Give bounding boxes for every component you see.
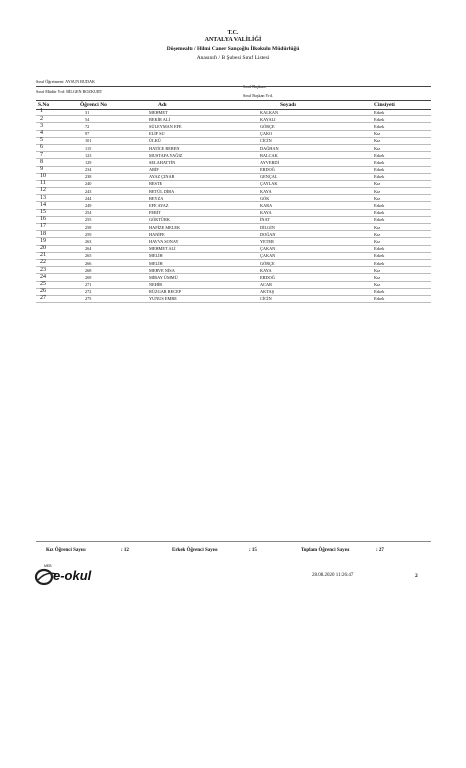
- row-gender: Kız: [374, 131, 381, 137]
- row-sno: 19: [40, 237, 46, 244]
- page-number: 2: [415, 573, 418, 579]
- row-sno: 23: [40, 266, 46, 273]
- row-student-no: 54: [85, 116, 90, 122]
- row-sno: 7: [40, 151, 43, 158]
- row-gender: Kız: [374, 195, 381, 201]
- row-student-no: 272: [85, 289, 92, 295]
- row-student-no: 259: [85, 231, 92, 237]
- row-gender: Erkek: [374, 203, 385, 209]
- row-name: MEHMET ALİ: [149, 246, 176, 252]
- row-surname: GENÇAL: [260, 174, 278, 180]
- table-row: [36, 267, 431, 274]
- row-name: RÜZGAR RECEP: [149, 289, 182, 295]
- row-gender: Kız: [374, 145, 381, 151]
- row-student-no: 268: [85, 267, 92, 273]
- row-name: HATİCE BEREN: [149, 145, 180, 151]
- row-name: HAVVA SONAY: [149, 238, 179, 244]
- row-student-no: 269: [85, 274, 92, 280]
- table-row: [36, 231, 431, 238]
- row-surname: YETER: [260, 238, 274, 244]
- row-student-no: 249: [85, 203, 92, 209]
- table-row: [36, 116, 431, 123]
- row-student-no: 266: [85, 260, 92, 266]
- row-sno: 6: [40, 144, 43, 151]
- row-surname: BALCAK: [260, 152, 278, 158]
- table-row: [36, 109, 431, 116]
- row-surname: CİCİN: [260, 138, 272, 144]
- row-surname: KARA: [260, 203, 273, 209]
- row-gender: Erkek: [374, 260, 385, 266]
- header-tc: T.C.: [227, 30, 239, 36]
- row-name: HANİFE: [149, 231, 165, 237]
- row-student-no: 238: [85, 174, 92, 180]
- row-surname: AKTAŞ: [260, 289, 274, 295]
- row-student-no: 123: [85, 152, 92, 158]
- row-sno: 8: [40, 158, 43, 165]
- row-gender: Kız: [374, 181, 381, 187]
- row-surname: ÇAKO: [260, 131, 273, 137]
- row-name: YUNUS EMRE: [149, 296, 177, 302]
- header-class-list: Anasınıfı / B Şubesi Sınıf Listesi: [196, 55, 270, 61]
- header-school: Döşemealtı / Hilmi Caner Sançoğlu İlkokulu Müdürlüğü: [166, 46, 300, 52]
- row-surname: GÖRÇE: [260, 123, 275, 129]
- table-row: [36, 274, 431, 281]
- table-row: [36, 238, 431, 245]
- table-row: [36, 202, 431, 209]
- print-timestamp: 28.08.2020 11:26:47: [312, 573, 354, 578]
- row-gender: Erkek: [374, 210, 385, 216]
- row-student-no: 101: [85, 138, 92, 144]
- row-surname: KAYA: [260, 210, 272, 216]
- row-gender: Kız: [374, 238, 381, 244]
- table-row: [36, 145, 431, 152]
- total-count-label: Toplam Öğrenci Sayısı: [301, 548, 350, 553]
- divider: [36, 541, 431, 542]
- row-name: ARİF: [149, 167, 159, 173]
- total-count: : 27: [376, 548, 384, 553]
- row-sno: 11: [40, 180, 46, 187]
- row-gender: Erkek: [374, 109, 385, 115]
- row-surname: DİLGİN: [260, 224, 275, 230]
- row-surname: KALKAN: [260, 109, 279, 115]
- row-gender: Erkek: [374, 152, 385, 158]
- row-gender: Kız: [374, 231, 381, 237]
- table-header: [36, 101, 431, 109]
- row-sno: 13: [40, 194, 46, 201]
- row-sno: 12: [40, 187, 46, 194]
- row-sno: 21: [40, 252, 46, 259]
- row-surname: DOĞAN: [260, 231, 276, 237]
- table-row: [36, 260, 431, 267]
- row-surname: KAYA: [260, 188, 272, 194]
- header-valilik: ANTALYA VALİLİĞİ: [204, 37, 262, 43]
- row-gender: Kız: [374, 188, 381, 194]
- row-name: MELİH: [149, 260, 163, 266]
- row-student-no: 31: [85, 109, 90, 115]
- row-name: EFE AYAZ: [149, 203, 169, 209]
- row-student-no: 265: [85, 253, 92, 259]
- row-student-no: 258: [85, 224, 92, 230]
- row-name: GÖKTÜRK: [149, 217, 171, 223]
- row-student-no: 263: [85, 238, 92, 244]
- row-name: SÜLEYMAN EFE: [149, 123, 182, 129]
- col-gender: Cinsiyeti: [374, 102, 395, 108]
- table-row: [36, 217, 431, 224]
- row-student-no: 243: [85, 188, 92, 194]
- row-name: NEHİR: [149, 282, 163, 288]
- col-name: Adı: [158, 102, 167, 108]
- row-sno: 3: [40, 122, 43, 129]
- row-gender: Erkek: [374, 296, 385, 302]
- row-name: ELİF SU: [149, 131, 165, 137]
- row-sno: 16: [40, 216, 46, 223]
- row-gender: Kız: [374, 138, 381, 144]
- row-sno: 18: [40, 230, 46, 237]
- eokul-logo: [34, 565, 104, 587]
- meta-class-vice-president: Sınıf Başkan Yrd.: [243, 93, 273, 98]
- row-surname: ERDOĞ: [260, 274, 275, 280]
- boys-count-label: Erkek Öğrenci Sayısı: [172, 548, 218, 553]
- meta-class-president: Sınıf Başkanı: [243, 84, 266, 89]
- col-student-no: Öğrenci No: [80, 102, 107, 108]
- row-student-no: 129: [85, 159, 92, 165]
- row-sno: 17: [40, 223, 46, 230]
- row-gender: Kız: [374, 224, 381, 230]
- table-row: [36, 296, 431, 303]
- table-row: [36, 174, 431, 181]
- row-student-no: 275: [85, 296, 92, 302]
- row-name: SELAHATTİN: [149, 159, 176, 165]
- row-sno: 1: [40, 108, 43, 115]
- row-name: FERİT: [149, 210, 161, 216]
- row-sno: 9: [40, 165, 43, 172]
- row-student-no: 97: [85, 131, 90, 137]
- row-surname: GÖK: [260, 195, 270, 201]
- row-surname: ERDOĞ: [260, 167, 275, 173]
- row-gender: Erkek: [374, 217, 385, 223]
- row-name: MİRAY ÜMMÜ: [149, 274, 178, 280]
- row-name: HAFİZE MELEK: [149, 224, 181, 230]
- table-row: [36, 138, 431, 145]
- row-gender: Erkek: [374, 289, 385, 295]
- row-sno: 4: [40, 129, 43, 136]
- row-name: MELİH: [149, 253, 163, 259]
- row-name: BESTE: [149, 181, 163, 187]
- row-sno: 14: [40, 201, 46, 208]
- row-surname: CİCİN: [260, 296, 272, 302]
- row-gender: Erkek: [374, 123, 385, 129]
- table-row: [36, 224, 431, 231]
- row-surname: KAYA: [260, 267, 272, 273]
- row-sno: 25: [40, 280, 46, 287]
- row-student-no: 271: [85, 282, 92, 288]
- logo-meb-text: MEB: [44, 564, 52, 568]
- row-gender: Kız: [374, 267, 381, 273]
- row-sno: 2: [40, 115, 43, 122]
- row-student-no: 234: [85, 167, 92, 173]
- row-student-no: 240: [85, 181, 92, 187]
- table-row: [36, 210, 431, 217]
- row-surname: ÇAYLAK: [260, 181, 278, 187]
- row-name: MEHMET: [149, 109, 168, 115]
- table-row: [36, 253, 431, 260]
- row-sno: 20: [40, 244, 46, 251]
- row-sno: 22: [40, 259, 46, 266]
- row-student-no: 115: [85, 145, 92, 151]
- meta-vice-principal: Sınıf Müdür Yrd: BİLGEN BOZKURT: [36, 89, 103, 94]
- row-surname: İNAT: [260, 217, 270, 223]
- row-surname: DAĞHAN: [260, 145, 279, 151]
- col-sno: S.No: [38, 102, 50, 108]
- row-gender: Erkek: [374, 246, 385, 252]
- row-student-no: 264: [85, 246, 92, 252]
- meta-teacher: Sınıf Öğretmeni: AYSUN BUDAK: [36, 79, 96, 84]
- row-surname: KAYALI: [260, 116, 276, 122]
- row-gender: Erkek: [374, 167, 385, 173]
- row-name: BETÜL DİBA: [149, 188, 175, 194]
- table-row: [36, 289, 431, 296]
- row-name: AYAZ ÇINAR: [149, 174, 175, 180]
- row-gender: Erkek: [374, 174, 385, 180]
- row-sno: 27: [40, 295, 46, 302]
- divider: [36, 86, 431, 87]
- table-row: [36, 152, 431, 159]
- row-sno: 26: [40, 288, 46, 295]
- table-row: [36, 282, 431, 289]
- row-sno: 10: [40, 173, 46, 180]
- row-student-no: 244: [85, 195, 92, 201]
- row-name: MUSTAFA YAĞIZ: [149, 152, 183, 158]
- row-name: BEKİR ALİ: [149, 116, 170, 122]
- row-name: ÜLKÜ: [149, 138, 161, 144]
- logo-text: e-okul: [53, 568, 92, 583]
- row-gender: Kız: [374, 274, 381, 280]
- row-name: BEYZA: [149, 195, 164, 201]
- row-gender: Erkek: [374, 116, 385, 122]
- row-student-no: 254: [85, 210, 92, 216]
- row-surname: ÇAKAN: [260, 246, 276, 252]
- row-name: MERVE NİSA: [149, 267, 175, 273]
- row-gender: Erkek: [374, 159, 385, 165]
- boys-count: : 15: [249, 548, 257, 553]
- row-student-no: 72: [85, 123, 90, 129]
- row-surname: GÖRÇE: [260, 260, 275, 266]
- table-row: [36, 188, 431, 195]
- row-gender: Kız: [374, 282, 381, 288]
- girls-count-label: Kız Öğrenci Sayısı: [46, 548, 86, 553]
- table-row: [36, 167, 431, 174]
- row-surname: AYVERDİ: [260, 159, 279, 165]
- row-sno: 15: [40, 209, 46, 216]
- row-surname: ÇAKAN: [260, 253, 276, 259]
- row-gender: Erkek: [374, 253, 385, 259]
- table-row: [36, 123, 431, 130]
- row-sno: 5: [40, 137, 43, 144]
- girls-count: : 12: [121, 548, 129, 553]
- col-surname: Soyadı: [280, 102, 296, 108]
- table-row: [36, 246, 431, 253]
- table-row: [36, 131, 431, 138]
- table-row: [36, 195, 431, 202]
- student-table: [36, 109, 431, 303]
- row-student-no: 255: [85, 217, 92, 223]
- row-sno: 24: [40, 273, 46, 280]
- table-row: [36, 159, 431, 166]
- table-row: [36, 181, 431, 188]
- row-surname: ACAR: [260, 282, 272, 288]
